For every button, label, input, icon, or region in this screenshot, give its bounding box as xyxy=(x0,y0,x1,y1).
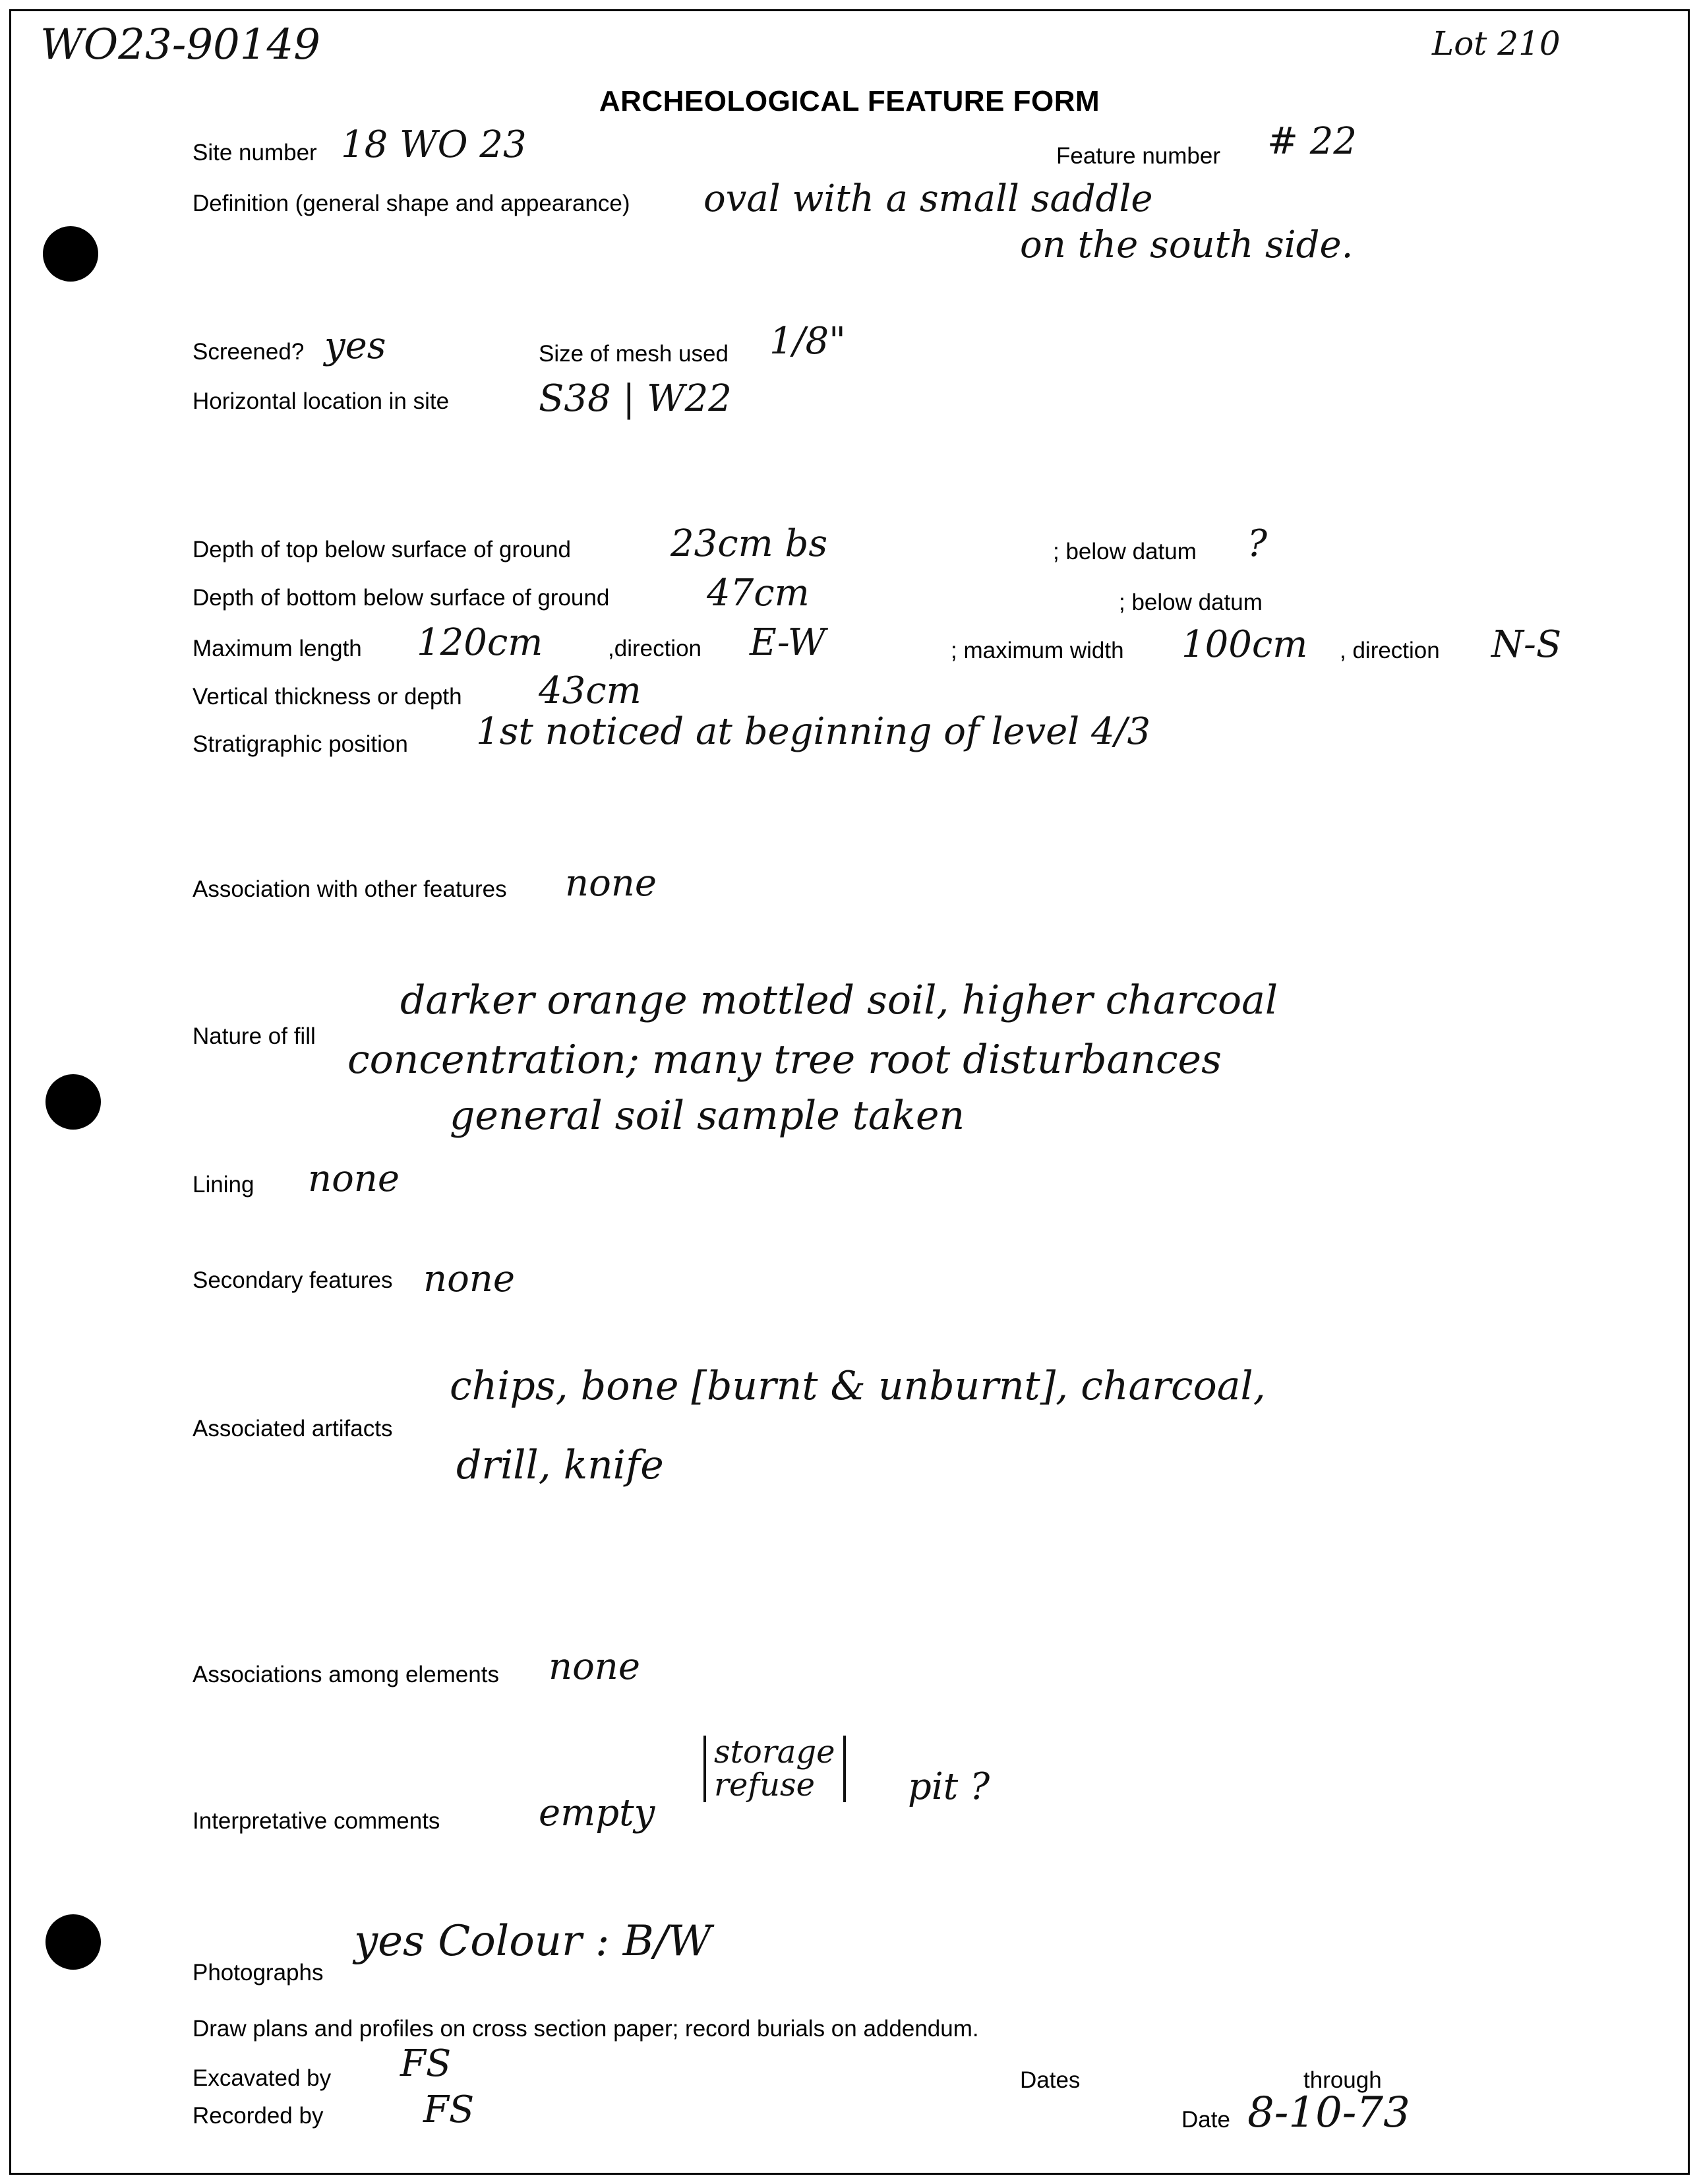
nature-of-fill-label: Nature of fill xyxy=(193,1023,316,1049)
definition-value-line1: oval with a small saddle xyxy=(703,177,1153,220)
stratigraphic-value: 1st noticed at beginning of level 4/3 xyxy=(476,710,1151,753)
width-direction-label: , direction xyxy=(1340,638,1440,663)
associated-artifacts-line1: chips, bone [burnt & unburnt], charcoal, xyxy=(450,1363,1266,1409)
date-value: 8-10-73 xyxy=(1247,2088,1410,2137)
associated-artifacts-label: Associated artifacts xyxy=(193,1416,393,1441)
max-length-label: Maximum length xyxy=(193,636,362,661)
nature-of-fill-line1: darker orange mottled soil, higher charcoal xyxy=(400,977,1278,1023)
secondary-features-value: none xyxy=(423,1258,515,1300)
site-number-value: 18 WO 23 xyxy=(341,123,527,166)
interp-suffix: pit ? xyxy=(908,1765,990,1808)
definition-value-line2: on the south side. xyxy=(1020,224,1354,266)
interp-upper: storage xyxy=(714,1734,835,1771)
interp-lower: refuse xyxy=(714,1767,816,1804)
associations-elements-label: Associations among elements xyxy=(193,1662,499,1687)
max-length-value: 120cm xyxy=(417,621,543,664)
through-label: through xyxy=(1303,2067,1382,2093)
horizontal-location-value: S38 | W22 xyxy=(539,377,732,420)
stratigraphic-label: Stratigraphic position xyxy=(193,731,408,757)
punch-hole-middle xyxy=(45,1074,101,1130)
excavated-by-label: Excavated by xyxy=(193,2065,332,2091)
screened-value: yes xyxy=(324,324,386,367)
width-direction-value: N-S xyxy=(1491,623,1562,666)
interp-bracket xyxy=(703,1736,846,1802)
punch-hole-top xyxy=(43,226,98,282)
associated-artifacts-line2: drill, knife xyxy=(456,1442,664,1488)
file-id: WO23-90149 xyxy=(40,20,320,69)
lot-number: Lot 210 xyxy=(1432,24,1561,63)
mesh-size-value: 1/8" xyxy=(769,320,846,363)
form-title: ARCHEOLOGICAL FEATURE FORM xyxy=(599,85,1100,117)
nature-of-fill-line3: general soil sample taken xyxy=(450,1093,965,1139)
excavated-by-value: FS xyxy=(400,2042,452,2085)
nature-of-fill-line2: concentration; many tree root disturbances xyxy=(347,1037,1222,1083)
lining-label: Lining xyxy=(193,1172,254,1198)
photographs-value: yes Colour : B/W xyxy=(354,1917,712,1966)
photographs-label: Photographs xyxy=(193,1960,324,1986)
mesh-size-label: Size of mesh used xyxy=(539,341,729,367)
depth-top-datum-value: ? xyxy=(1247,522,1268,565)
max-width-label: ; maximum width xyxy=(951,638,1124,663)
site-number-label: Site number xyxy=(193,140,317,166)
interpretative-comments-label: Interpretative comments xyxy=(193,1808,440,1834)
vertical-thickness-label: Vertical thickness or depth xyxy=(193,684,462,710)
recorded-by-label: Recorded by xyxy=(193,2103,324,2129)
association-features-label: Association with other features xyxy=(193,876,507,902)
length-direction-value: E-W xyxy=(750,621,826,664)
screened-label: Screened? xyxy=(193,339,305,365)
depth-bottom-datum-label: ; below datum xyxy=(1119,590,1263,615)
form-page xyxy=(9,9,1690,2175)
feature-number-value: # 22 xyxy=(1267,120,1357,163)
instructions-text: Draw plans and profiles on cross section paper; record burials on addendum. xyxy=(193,2016,979,2042)
feature-number-label: Feature number xyxy=(1056,143,1221,169)
association-features-value: none xyxy=(565,862,657,905)
punch-hole-bottom xyxy=(45,1914,101,1970)
depth-bottom-label: Depth of bottom below surface of ground xyxy=(193,585,610,611)
recorded-by-value: FS xyxy=(423,2088,475,2131)
secondary-features-label: Secondary features xyxy=(193,1267,393,1293)
lining-value: none xyxy=(308,1157,400,1200)
horizontal-location-label: Horizontal location in site xyxy=(193,388,450,414)
depth-top-value: 23cm bs xyxy=(671,522,828,565)
date-label: Date xyxy=(1181,2107,1230,2133)
interp-prefix: empty xyxy=(539,1792,655,1835)
depth-top-datum-label: ; below datum xyxy=(1053,539,1197,564)
max-width-value: 100cm xyxy=(1181,623,1308,666)
dates-label: Dates xyxy=(1020,2067,1081,2093)
vertical-thickness-value: 43cm xyxy=(539,669,641,712)
definition-label: Definition (general shape and appearance) xyxy=(193,191,630,216)
associations-elements-value: none xyxy=(549,1645,640,1688)
depth-bottom-value: 47cm xyxy=(707,572,810,615)
length-direction-label: ,direction xyxy=(608,636,702,661)
depth-top-label: Depth of top below surface of ground xyxy=(193,537,571,562)
